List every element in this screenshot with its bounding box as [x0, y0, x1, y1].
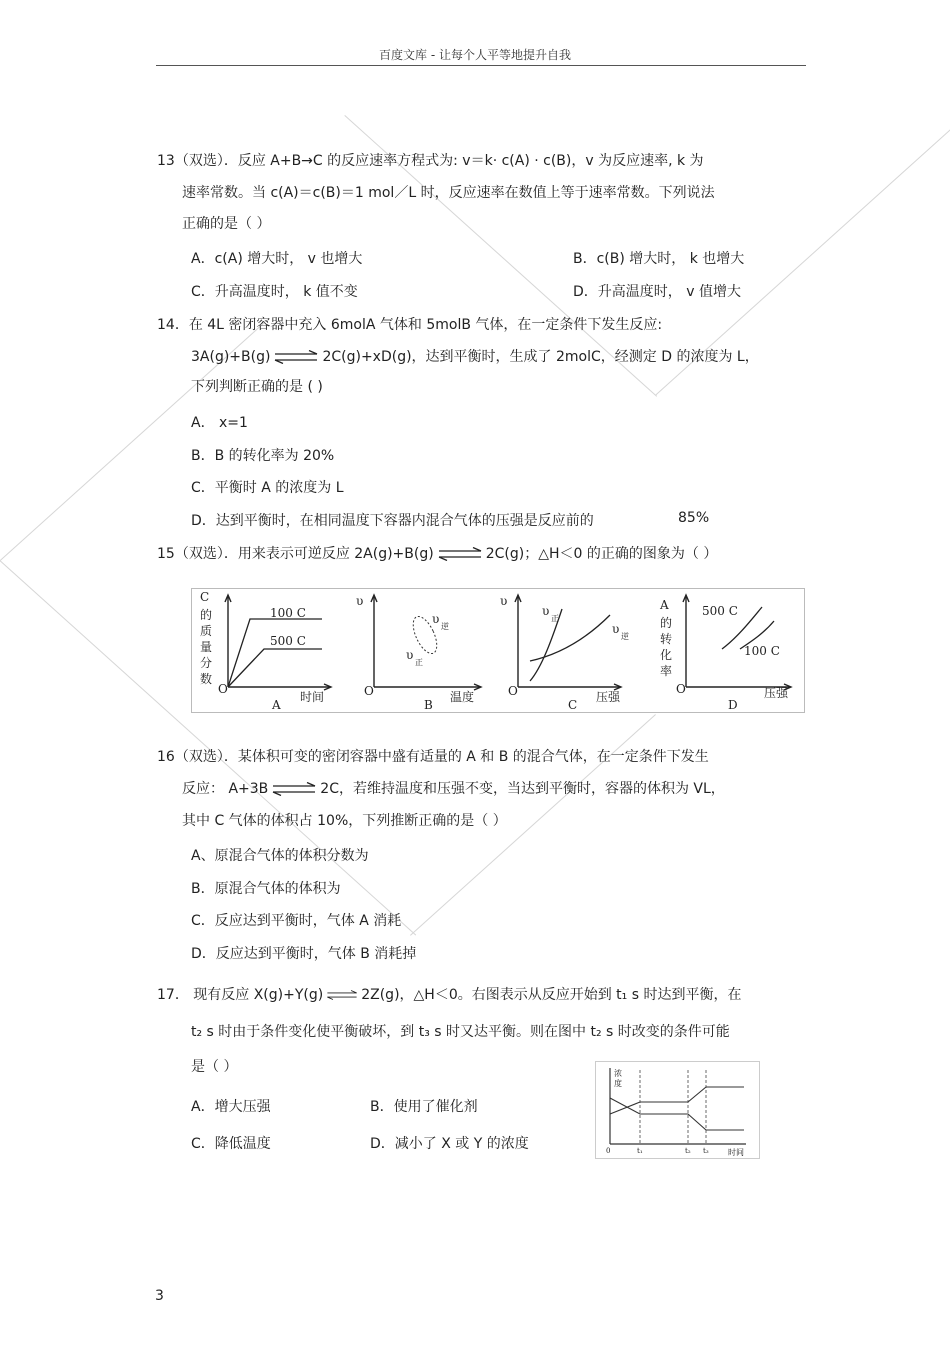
graph-a-ylabel: 数: [200, 672, 213, 686]
q14-line1: 14．在 4L 密闭容器中充入 6molA 气体和 5molB 气体，在一定条件下发生反应:: [157, 317, 663, 333]
graph-b: [356, 594, 481, 712]
graph-b-rev-label: υ: [432, 612, 440, 626]
equilibrium-arrow-icon: [271, 782, 317, 796]
q17-fig-xlabel: 时间: [728, 1148, 744, 1157]
q17-fig-t1: t₁: [637, 1147, 643, 1155]
q17-option-c: C．降低温度: [191, 1136, 271, 1152]
q15-eq-left: 15（双选）．用来表示可逆反应 2A(g)+B(g): [157, 546, 434, 562]
equilibrium-arrow-icon: [273, 350, 319, 364]
graph-d-caption: D: [728, 698, 738, 712]
q14-line3: 下列判断正确的是 ( ): [191, 379, 323, 395]
graph-c-rev-sub: 逆: [621, 632, 629, 641]
graph-d-ylabel: 转: [660, 632, 673, 646]
q13-line1: 13（双选）．反应 A+B→C 的反应速率方程式为: v＝k· c(A) · c(B)，v 为反应速率, k 为: [157, 153, 704, 169]
q17-line3: 是（ ）: [191, 1059, 238, 1075]
header-rule: [156, 65, 806, 66]
q15-eq-right: 2C(g)；△H＜0 的正确的图象为（ ）: [485, 546, 718, 562]
q17-option-a: A．增大压强: [191, 1099, 271, 1115]
graph-c-ylabel: υ: [500, 594, 508, 608]
graph-c-rev-label: υ: [612, 622, 620, 636]
q16-eq-right: 2C，若维持温度和压强不变，当达到平衡时，容器的体积为 VL，: [320, 781, 725, 797]
q13-option-a: A．c(A) 增大时， v 也增大: [191, 251, 363, 267]
equilibrium-arrow-icon: [326, 988, 358, 1002]
q17-option-d: D．减小了 X 或 Y 的浓度: [370, 1136, 529, 1152]
q16-option-b: B．原混合气体的体积为: [191, 881, 341, 897]
graph-c: [500, 594, 629, 712]
graph-a-ylabel: 分: [200, 656, 213, 670]
q16-equation: [182, 778, 725, 798]
graph-a: [200, 590, 331, 712]
graph-b-xlabel: 温度: [450, 690, 475, 704]
page-number: 3: [155, 1288, 164, 1304]
q17-fig-ylabel: 浓: [614, 1069, 622, 1078]
q17-fig-t3: t₃: [703, 1147, 709, 1155]
q13-line2: 速率常数。当 c(A)＝c(B)＝1 mol／L 时，反应速率在数值上等于速率常数。下列说法: [182, 185, 715, 201]
q17-option-b: B．使用了催化剂: [370, 1099, 478, 1115]
q17-line1: [157, 984, 741, 1004]
graph-a-ylabel: 的: [200, 608, 213, 622]
graph-a-curve-label: 500 C: [270, 634, 306, 648]
q16-line1: 16（双选）．某体积可变的密闭容器中盛有适量的 A 和 B 的混合气体，在一定条件下发生: [157, 749, 709, 765]
q15-stem: [157, 543, 717, 563]
q14-eq-left: 3A(g)+B(g): [191, 349, 271, 365]
graph-d-curve-label: 500 C: [702, 604, 738, 618]
graph-b-origin: O: [364, 684, 374, 698]
q14-option-c: C．平衡时 A 的浓度为 L: [191, 480, 344, 496]
graph-c-origin: O: [508, 684, 518, 698]
q17-fig-t2: t₂: [685, 1147, 691, 1155]
equilibrium-arrow-icon: [437, 547, 483, 561]
graph-b-rev-sub: 逆: [441, 622, 449, 631]
graph-a-ylabel: 质: [200, 624, 213, 638]
graph-d-ylabel: A: [660, 598, 669, 612]
q17-eq-right: 2Z(g)，△H＜0。右图表示从反应开始到 t₁ s 时达到平衡，在: [361, 987, 742, 1003]
q13-option-b: B．c(B) 增大时， k 也增大: [573, 251, 745, 267]
graph-d-origin: O: [676, 682, 686, 696]
graph-c-caption: C: [568, 698, 578, 712]
q17-fig-origin: 0: [606, 1147, 611, 1155]
q13-option-c: C．升高温度时， k 值不变: [191, 284, 358, 300]
q13-option-d: D．升高温度时， v 值增大: [573, 284, 741, 300]
page-header: 百度文库 - 让每个人平等地提升自我: [379, 48, 571, 62]
q17-fig-ylabel: 度: [614, 1079, 622, 1088]
graph-a-ylabel: C: [200, 590, 210, 604]
q14-eq-right: 2C(g)+xD(g)，达到平衡时，生成了 2molC，经测定 D 的浓度为 L，: [322, 349, 759, 365]
q17-eq-left: 17． 现有反应 X(g)+Y(g): [157, 987, 324, 1003]
graph-d-curve-label: 100 C: [744, 644, 780, 658]
graph-c-fwd-sub: 正: [551, 614, 559, 623]
q16-line3: 其中 C 气体的体积占 10%，下列推断正确的是（ ）: [182, 813, 507, 829]
graph-d: [659, 595, 791, 712]
graph-c-xlabel: 压强: [596, 690, 621, 704]
q15-figure: [191, 588, 805, 713]
graph-d-ylabel: 的: [660, 616, 673, 630]
graph-d-xlabel: 压强: [764, 686, 789, 700]
graph-d-ylabel: 化: [660, 648, 673, 662]
graph-a-ylabel: 量: [200, 640, 213, 654]
q14-equation: [191, 346, 759, 366]
graph-c-fwd-label: υ: [542, 604, 550, 618]
graph-b-fwd-label: υ: [406, 648, 414, 662]
graph-b-fwd-sub: 正: [415, 658, 423, 667]
q14-option-d-value: 85%: [678, 510, 710, 526]
graph-b-ylabel: υ: [356, 594, 364, 608]
graph-a-curve-label: 100 C: [270, 606, 306, 620]
graph-a-origin: O: [218, 682, 228, 696]
graph-b-caption: B: [424, 698, 433, 712]
graph-d-ylabel: 率: [660, 664, 673, 678]
q16-option-a: A、原混合气体的体积分数为: [191, 848, 369, 864]
q17-line2: t₂ s 时由于条件变化使平衡破坏，到 t₃ s 时又达平衡。则在图中 t₂ s 时改变的条件可能: [191, 1024, 730, 1040]
q16-eq-left: 反应： A+3B: [182, 781, 269, 797]
q16-option-d: D．反应达到平衡时，气体 B 消耗掉: [191, 946, 417, 962]
q14-option-b: B．B 的转化率为 20%: [191, 448, 335, 464]
q14-option-a: A． x=1: [191, 415, 248, 431]
graph-a-xlabel: 时间: [300, 690, 325, 704]
q14-option-d: D．达到平衡时，在相同温度下容器内混合气体的压强是反应前的: [191, 513, 594, 529]
graph-a-caption: A: [272, 698, 281, 712]
q17-figure: [595, 1061, 760, 1159]
q16-option-c: C．反应达到平衡时，气体 A 消耗: [191, 913, 402, 929]
q13-line3: 正确的是（ ）: [182, 216, 271, 232]
